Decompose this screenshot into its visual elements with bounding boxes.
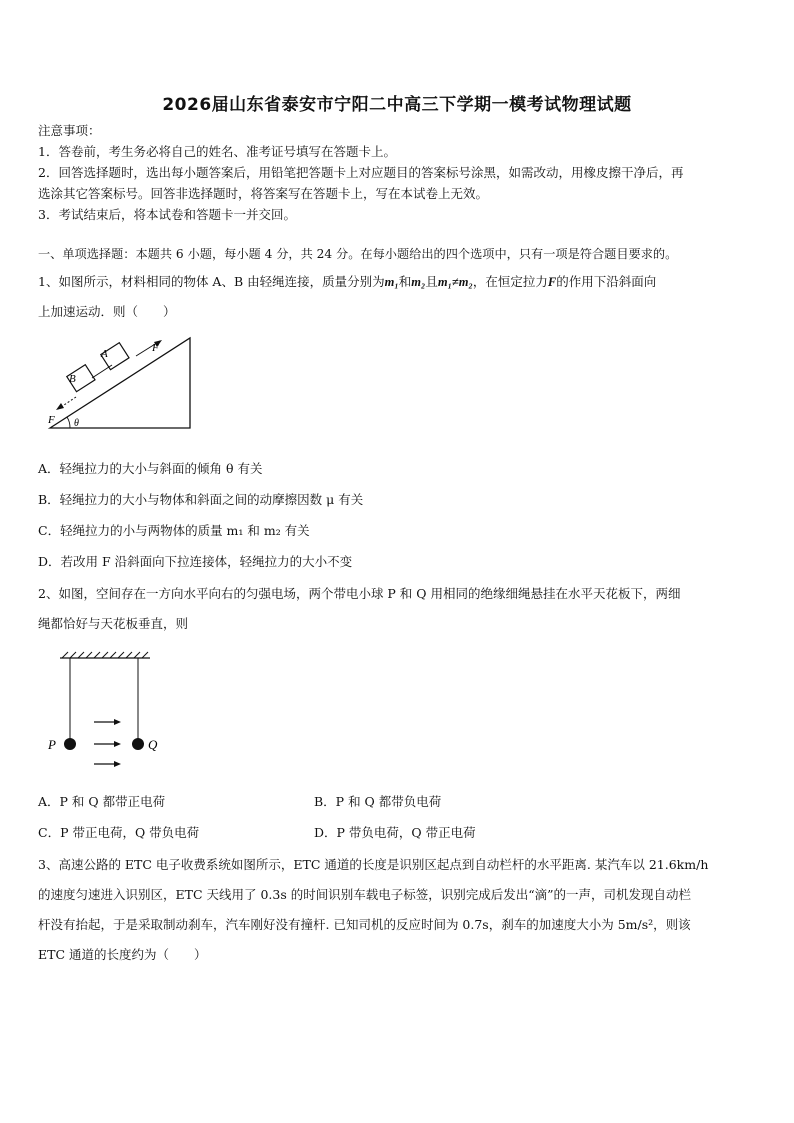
- notice-item-1: 1．答卷前，考生务必将自己的姓名、准考证号填写在答题卡上。: [38, 144, 396, 159]
- notice-item-2-cont: 选涂其它答案标号。回答非选择题时，将答案写在答题卡上，写在本试卷上无效。: [38, 186, 489, 201]
- q1-incline-figure: [40, 330, 200, 435]
- q1-m1: m₁: [384, 275, 399, 289]
- notice-item-3: 3．考试结束后，将本试卷和答题卡一并交回。: [38, 207, 296, 222]
- notice-heading: 注意事项：: [38, 123, 101, 138]
- q1-text-a: 1、如图所示，材料相同的物体 A、B 由轻绳连接，质量分别为: [38, 274, 385, 289]
- q1-text-b: 和: [398, 274, 412, 289]
- section-heading: 一、单项选择题：本题共 6 小题，每小题 4 分，共 24 分。在每小题给出的四个选项中，只有一项是符合题目要求的。: [38, 247, 678, 261]
- q3-stem-line1: 3、高速公路的 ETC 电子收费系统如图所示，ETC 通道的长度是识别区起点到自动栏杆的水平距离. 某汽车以 21.6km/h: [38, 857, 709, 872]
- q3-stem-line2: 的速度匀速进入识别区，ETC 天线用了 0.3s 的时间识别车载电子标签，识别完成后发出“滴”的一声，司机发现自动栏: [38, 887, 692, 902]
- q1-stem-line1: [38, 272, 656, 290]
- q2-option-D: D．P 带负电荷，Q 带正电荷: [314, 825, 476, 840]
- q1-option-B: B．轻绳拉力的大小与物体和斜面之间的动摩擦因数 μ 有关: [38, 492, 364, 507]
- page-title: 2026届山东省泰安市宁阳二中高三下学期一模考试物理试题: [162, 95, 632, 115]
- q1-m2: m₂: [411, 275, 426, 289]
- label-Q: Q: [148, 737, 158, 752]
- label-F-bottom: F: [48, 414, 55, 426]
- q2-charges-figure: [40, 650, 170, 770]
- field-arrows: [94, 722, 116, 764]
- q1-option-A: A．轻绳拉力的大小与斜面的倾角 θ 有关: [38, 461, 263, 476]
- ball-P: [64, 738, 76, 750]
- q1-F: F: [547, 275, 557, 289]
- ceiling-hatch: [62, 652, 148, 658]
- notice-item-2: 2．回答选择题时，选出每小题答案后，用铅笔把答题卡上对应题目的答案标号涂黑，如需改动，用橡皮擦干净后，再: [38, 165, 684, 180]
- q3-stem-line4: ETC 通道的长度约为（ ）: [38, 947, 207, 962]
- q1-stem-line2: 上加速运动．则（ ）: [38, 304, 176, 319]
- rope: [92, 365, 112, 378]
- q1-text-c: 且: [425, 274, 438, 289]
- label-theta: θ: [74, 418, 79, 429]
- field-arrowheads: [114, 719, 121, 767]
- q2-option-C: C．P 带正电荷，Q 带负电荷: [38, 825, 200, 840]
- label-A: A: [101, 348, 108, 360]
- q1-option-C: C．轻绳拉力的小与两物体的质量 m₁ 和 m₂ 有关: [38, 523, 310, 538]
- angle-arc: [67, 417, 70, 428]
- q2-stem-line1: 2、如图，空间存在一方向水平向右的匀强电场，两个带电小球 P 和 Q 用相同的绝缘细绳悬挂在水平天花板下，两细: [38, 586, 681, 601]
- q2-option-B: B．P 和 Q 都带负电荷: [314, 794, 442, 809]
- label-F-top: F: [152, 342, 159, 354]
- q2-stem-line2: 绳都恰好与天花板垂直，则: [38, 616, 189, 631]
- q2-option-A: A．P 和 Q 都带正电荷: [38, 794, 166, 809]
- q1-text-d: ，在恒定拉力: [472, 274, 548, 289]
- q3-stem-line3: 杆没有抬起，于是采取制动刹车，汽车刚好没有撞杆. 已知司机的反应时间为 0.7s，刹车的加速度大小为 5m/s²，则该: [38, 917, 691, 932]
- q1-option-D: D．若改用 F 沿斜面向下拉连接体，轻绳拉力的大小不变: [38, 554, 353, 569]
- label-P: P: [48, 737, 56, 752]
- force-arrowhead-down: [56, 403, 64, 410]
- q1-text-e: 的作用下沿斜面向: [556, 274, 657, 289]
- ball-Q: [132, 738, 144, 750]
- label-B: B: [69, 373, 76, 385]
- q1-ineq: m₁≠m₂: [437, 275, 473, 289]
